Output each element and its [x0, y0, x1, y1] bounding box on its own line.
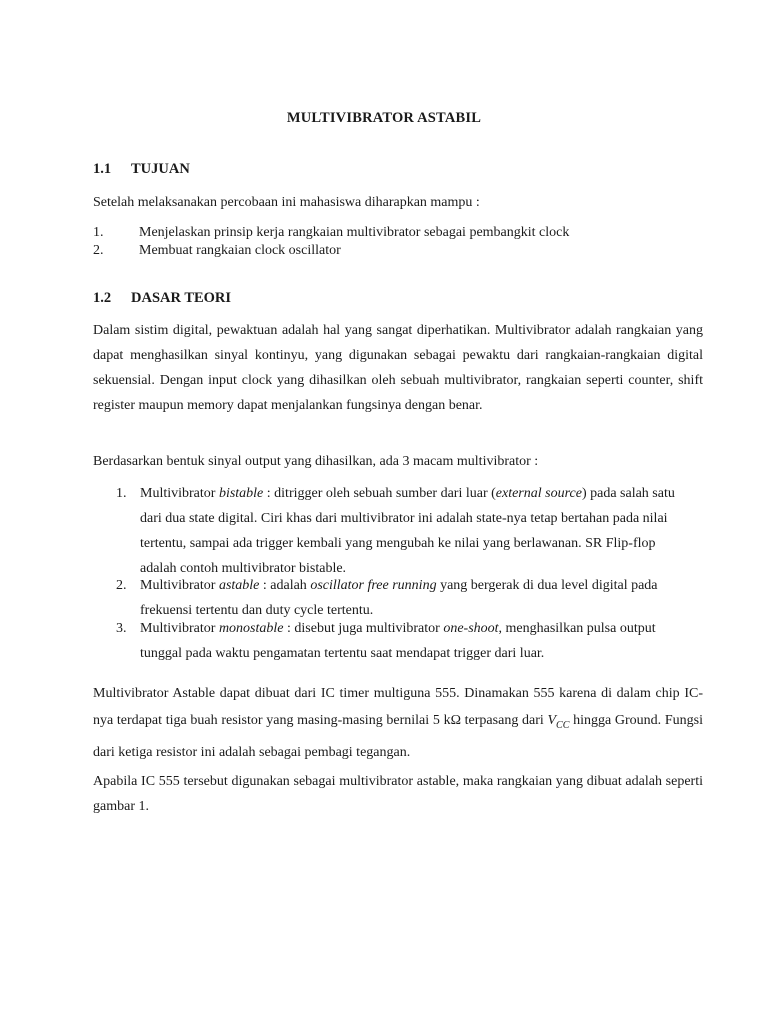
paragraph-ic-555 — [93, 680, 703, 766]
section-number: 1.2 — [93, 290, 112, 306]
section-heading-dasar-teori — [93, 290, 231, 307]
text-run: hingga Ground. Fungsi dari ketiga resistor ini adalah sebagai pembagi tegangan. — [93, 713, 703, 760]
italic-term: oscillator free running — [310, 578, 437, 593]
tujuan-intro: Setelah melaksanakan percobaan ini mahasiswa diharapkan mampu : — [93, 195, 480, 210]
italic-term: astable — [218, 578, 260, 593]
text-run: Multivibrator — [140, 578, 219, 593]
list-item-number: 2. — [93, 243, 104, 258]
text-run: Multivibrator — [140, 486, 219, 501]
paragraph-pewaktuan: Dalam sistim digital, pewaktuan adalah hal yang sangat diperhatikan. Multivibrator adalah rangkaian yang dapat menghasilkan sinyal kontinyu, yang digunakan sebagai pewaktu dari rangkaian-rangkaian digital sekuensial. Dengan input clock yang dihasilkan oleh sebuah multivibrator, rangkaian seperti counter, shift register maupun memory dapat menjalankan fungsinya dengan benar. — [93, 323, 703, 413]
text-run: Multivibrator Astable dapat dibuat dari IC timer multiguna 555. Dinamakan 555 karena di dalam chip IC-nya terdapat tiga buah resistor yang masing-masing bernilai 5 kΩ terpasang dari — [93, 686, 703, 728]
text-run: , menghasilkan pulsa output tunggal pada waktu pengamatan tertentu saat mendapat trigger dari luar. — [140, 621, 656, 661]
italic-term: bistable — [218, 486, 264, 501]
document-title: MULTIVIBRATOR ASTABIL — [286, 110, 482, 126]
italic-term: monostable — [218, 621, 284, 636]
section-title: DASAR TEORI — [131, 290, 232, 306]
text-run: : adalah — [259, 578, 311, 593]
section-title: TUJUAN — [131, 161, 190, 177]
section-heading-tujuan — [93, 161, 190, 178]
paragraph-gambar-1: Apabila IC 555 tersebut digunakan sebagai multivibrator astable, maka rangkaian yang dibuat adalah seperti gambar 1. — [93, 774, 703, 814]
vcc-letter: V — [547, 713, 557, 728]
text-run: ) pada salah satu dari dua state digital. Ciri khas dari multivibrator ini adalah state-nya tetap bertahan pada nilai tertentu, sampai ada trigger kembali yang mengubah ke nilai yang berlawanan. SR Flip-flop adalah contoh multivibrator bistable. — [140, 486, 675, 576]
paragraph-macam-multivibrator: Berdasarkan bentuk sinyal output yang dihasilkan, ada 3 macam multivibrator : — [93, 454, 539, 469]
list-item-text — [140, 481, 676, 581]
multivibrator-type-item — [116, 481, 676, 581]
list-item-number: 2. — [116, 578, 127, 593]
text-run: yang bergerak di dua level digital pada frekuensi tertentu dan duty cycle tertentu. — [140, 578, 658, 618]
list-item — [93, 242, 713, 260]
italic-term: one-shoot — [443, 621, 499, 636]
list-item-number: 1. — [93, 225, 104, 240]
italic-term: external source — [495, 486, 582, 501]
list-item-number: 1. — [116, 486, 127, 501]
list-item-text: Membuat rangkaian clock oscillator — [139, 243, 341, 258]
multivibrator-type-item — [116, 616, 676, 666]
list-item-number: 3. — [116, 621, 127, 636]
text-run: : ditrigger oleh sebuah sumber dari luar ( — [263, 486, 496, 501]
text-run: : disebut juga multivibrator — [283, 621, 444, 636]
vcc-symbol — [547, 713, 570, 731]
vcc-subscript: CC — [556, 719, 570, 731]
list-item-text — [140, 616, 676, 666]
list-item-text: Menjelaskan prinsip kerja rangkaian multivibrator sebagai pembangkit clock — [139, 225, 570, 240]
list-item — [93, 224, 713, 242]
section-number: 1.1 — [93, 161, 112, 177]
text-run: Multivibrator — [140, 621, 219, 636]
